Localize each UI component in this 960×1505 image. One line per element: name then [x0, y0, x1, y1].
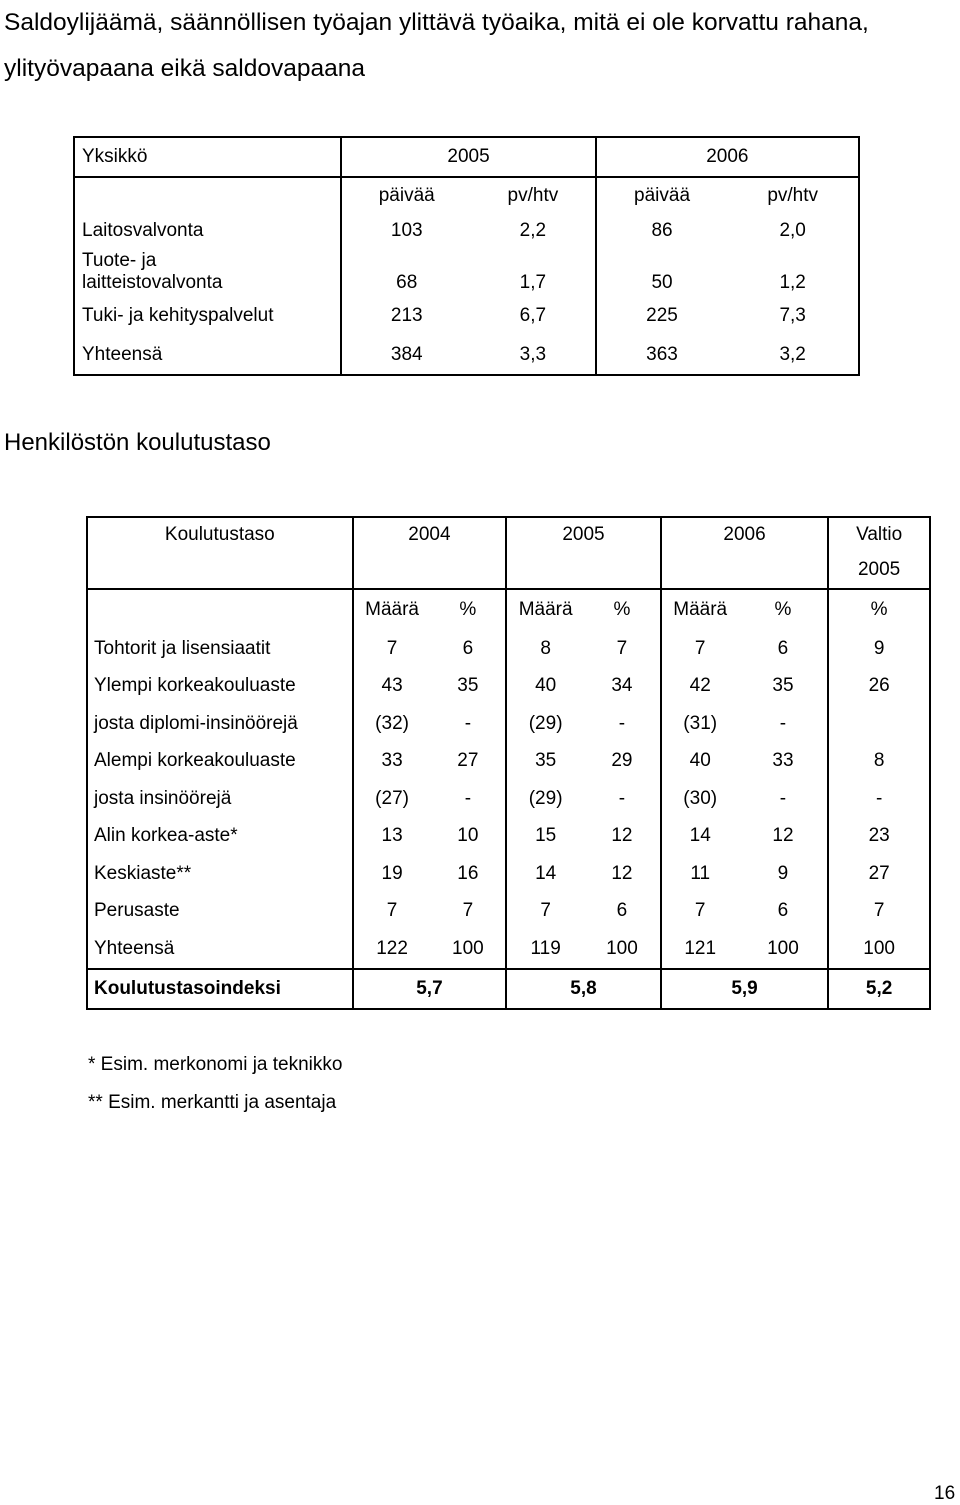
- footnotes: [88, 1046, 342, 1122]
- cell: 121: [661, 930, 739, 969]
- cell: 50: [596, 248, 728, 296]
- cell: 103: [341, 214, 471, 248]
- year-header-2005: 2005: [341, 137, 595, 177]
- cell: 7,3: [779, 305, 806, 326]
- cell: 35: [457, 675, 479, 697]
- cell: -: [618, 712, 626, 734]
- cell: 100: [606, 937, 638, 959]
- cell: 3,2: [779, 344, 806, 365]
- row-label: josta diplomi-insinöörejä: [94, 712, 298, 734]
- cell: 2,0: [779, 220, 806, 241]
- cell: 5,7: [353, 969, 507, 1009]
- year-header-2006: 2006: [596, 137, 859, 177]
- cell: (30): [661, 780, 739, 818]
- unit-header: Yksikkö: [74, 137, 341, 177]
- cell: 8: [828, 743, 930, 781]
- cell: 7: [616, 637, 628, 659]
- education-header: Koulutustaso: [164, 524, 275, 545]
- column-header: pv/htv: [507, 185, 559, 206]
- cell: 6: [777, 900, 789, 922]
- cell: 40: [506, 668, 584, 706]
- table-row: [74, 296, 859, 336]
- row-label: Laitosvalvonta: [82, 220, 204, 241]
- cell: 119: [506, 930, 584, 969]
- column-header: Määrä: [353, 589, 431, 630]
- footnote: ** Esim. merkantti ja asentaja: [88, 1092, 337, 1113]
- cell: 86: [596, 214, 728, 248]
- cell: 7: [661, 630, 739, 668]
- state-year-header: 2005: [828, 552, 930, 589]
- column-header: pv/htv: [767, 185, 819, 206]
- cell: 14: [506, 855, 584, 893]
- cell: (31): [661, 705, 739, 743]
- cell: 33: [772, 750, 794, 772]
- footnote: * Esim. merkonomi ja teknikko: [88, 1054, 343, 1075]
- cell: 16: [457, 862, 479, 884]
- cell: 6: [777, 637, 789, 659]
- cell: 3,3: [519, 344, 547, 365]
- row-label: Alin korkea-aste*: [94, 825, 238, 847]
- column-header: Määrä: [661, 589, 739, 630]
- cell: 5,8: [506, 969, 661, 1009]
- row-label: Yhteensä: [94, 937, 175, 959]
- education-level-table: [86, 516, 931, 1010]
- row-label: Yhteensä: [82, 344, 163, 365]
- cell: 13: [353, 818, 431, 856]
- table-header-row: [87, 552, 930, 589]
- cell: 1,7: [519, 272, 547, 293]
- cell: 100: [452, 937, 484, 959]
- cell: 5,2: [828, 969, 930, 1009]
- row-label: Alempi korkeakouluaste: [94, 750, 296, 772]
- row-label: Perusaste: [94, 900, 180, 922]
- cell: (27): [353, 780, 431, 818]
- cell: 34: [611, 675, 633, 697]
- cell: 8: [506, 630, 584, 668]
- index-row: [87, 969, 930, 1009]
- cell: 7: [828, 893, 930, 931]
- cell: 2,2: [519, 220, 547, 241]
- column-header: Määrä: [506, 589, 584, 630]
- cell: (29): [506, 780, 584, 818]
- overtime-balance-table: [73, 136, 860, 376]
- year-header-2006: 2006: [661, 517, 828, 552]
- column-header: %: [828, 589, 930, 630]
- cell: -: [828, 780, 930, 818]
- cell: 7: [506, 893, 584, 931]
- section-title: Henkilöstön koulutustaso: [4, 429, 271, 456]
- page-number: 16: [934, 1483, 956, 1504]
- cell: 363: [596, 336, 728, 375]
- cell: 384: [341, 336, 471, 375]
- row-label: josta insinöörejä: [94, 787, 232, 809]
- cell: 19: [353, 855, 431, 893]
- table-subheader-row: [74, 177, 859, 214]
- cell: 14: [661, 818, 739, 856]
- cell: 23: [828, 818, 930, 856]
- cell: 213: [341, 296, 471, 336]
- table-row: [74, 214, 859, 248]
- table-row: [74, 336, 859, 375]
- year-header-2005: 2005: [506, 517, 661, 552]
- cell: [828, 705, 930, 743]
- cell: -: [464, 712, 472, 734]
- table-row: [87, 930, 930, 969]
- table-row: [87, 780, 930, 818]
- row-label: Tohtorit ja lisensiaatit: [94, 637, 271, 659]
- cell: 7: [353, 893, 431, 931]
- table-row: [87, 668, 930, 706]
- table-row: [87, 818, 930, 856]
- cell: 6: [616, 900, 628, 922]
- cell: 225: [596, 296, 728, 336]
- cell: 12: [611, 825, 633, 847]
- cell: 26: [828, 668, 930, 706]
- row-label: Koulutustasoindeksi: [87, 969, 353, 1009]
- column-header: %: [431, 589, 507, 630]
- cell: 29: [611, 750, 633, 772]
- row-label: Keskiaste**: [94, 862, 192, 884]
- cell: -: [779, 712, 787, 734]
- cell: 100: [767, 937, 799, 959]
- cell: 9: [828, 630, 930, 668]
- row-label: Tuki- ja kehityspalvelut: [82, 305, 274, 326]
- cell: 27: [457, 750, 479, 772]
- row-label-line: laitteistovalvonta: [82, 272, 223, 293]
- cell: (32): [353, 705, 431, 743]
- row-label: [74, 248, 341, 296]
- page-title: Saldoylijäämä, säännöllisen työajan ylittävä työaika, mitä ei ole korvattu rahana, ylityövapaana eikä saldovapaana: [4, 9, 869, 82]
- cell: 27: [828, 855, 930, 893]
- row-label-line: Tuote- ja: [82, 250, 157, 271]
- cell: 7: [353, 630, 431, 668]
- cell: 10: [457, 825, 479, 847]
- table-row: [87, 893, 930, 931]
- table-subheader-row: [87, 589, 930, 630]
- cell: 122: [353, 930, 431, 969]
- state-header: Valtio: [828, 517, 930, 552]
- cell: 6,7: [519, 305, 547, 326]
- table-row: [87, 705, 930, 743]
- cell: 100: [828, 930, 930, 969]
- cell: 7: [462, 900, 474, 922]
- column-header: päivää: [596, 177, 728, 214]
- cell: -: [618, 787, 626, 809]
- table-row: [87, 855, 930, 893]
- cell: 12: [611, 862, 633, 884]
- cell: 6: [462, 637, 474, 659]
- cell: -: [779, 787, 787, 809]
- column-header: %: [739, 589, 829, 630]
- table-row: [87, 743, 930, 781]
- table-row: [87, 630, 930, 668]
- cell: 1,2: [779, 272, 806, 293]
- cell: -: [464, 787, 472, 809]
- table-header-row: [87, 517, 930, 552]
- table-row: [74, 248, 859, 296]
- cell: 68: [341, 248, 471, 296]
- cell: 7: [661, 893, 739, 931]
- cell: 12: [772, 825, 794, 847]
- cell: 11: [661, 855, 739, 893]
- cell: 35: [772, 675, 794, 697]
- table-header-row: [74, 137, 859, 177]
- row-label: Ylempi korkeakouluaste: [94, 675, 296, 697]
- cell: 35: [506, 743, 584, 781]
- cell: 5,9: [661, 969, 828, 1009]
- cell: (29): [506, 705, 584, 743]
- year-header-2004: 2004: [353, 517, 507, 552]
- cell: 9: [777, 862, 789, 884]
- cell: 33: [353, 743, 431, 781]
- column-header: päivää: [341, 177, 471, 214]
- cell: 15: [506, 818, 584, 856]
- cell: 43: [353, 668, 431, 706]
- cell: 42: [661, 668, 739, 706]
- column-header: %: [584, 589, 661, 630]
- cell: 40: [661, 743, 739, 781]
